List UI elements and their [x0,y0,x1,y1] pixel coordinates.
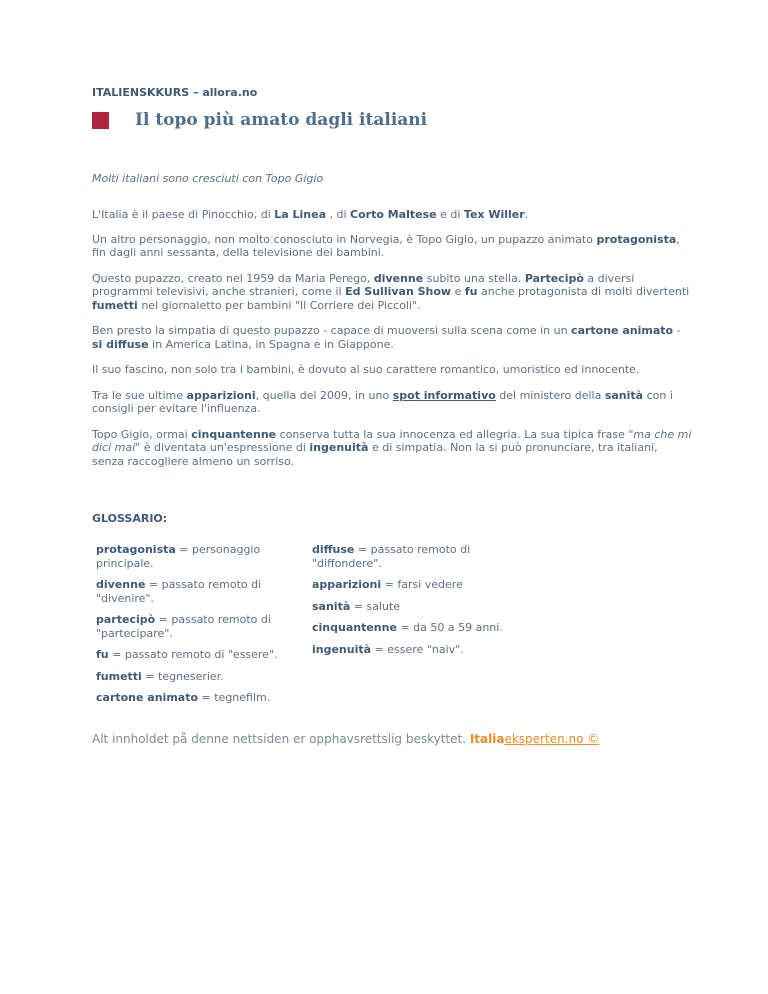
glossary-item: protagonista = personaggio principale. [96,543,261,570]
glossary-item: apparizioni = farsi vedere [312,578,463,591]
glossary-item: divenne = passato remoto di "divenire". [96,578,262,605]
term-cartone-animato: cartone animato [571,324,674,337]
glossary-right-column [312,543,512,664]
article-body [92,208,692,480]
glossary-item: ingenuità = essere "naiv". [312,642,464,656]
glossary-item: sanità = salute [312,599,401,613]
glossary-item: diffuse = passato remoto di "diffondere". [312,543,471,570]
glossary-item: fumetti = tegneserier. [96,669,224,683]
term-ingenuita: ingenuità [309,441,369,454]
spot-informativo-link[interactable]: spot informativo [392,388,496,402]
page-title: Il topo più amato dagli italiani [135,110,428,130]
term-cinquantenne: cinquantenne [191,427,277,441]
title-bullet-square [92,112,109,129]
copyright-text: Alt innholdet på denne nettsiden er opphavsrettslig beskyttet. [92,732,470,746]
quote-phrase: ma che mi dici mai [92,427,692,454]
footer-brand-italia[interactable]: Italia [469,732,505,746]
term-tex-willer: Tex Willer [463,208,525,221]
paragraph-6: Tra le sue ultime apparizioni, quella del 2009, in uno spot informativo del ministero della sanità con i consigli per evitare l'influenza. [92,388,673,415]
site-header: ITALIENSKKURS – allora.no [92,86,258,99]
paragraph-3: Questo pupazzo, creato nel 1959 da Maria Perego, divenne subito una stella. Partecipò a diversi programmi televisivi, anche stranieri, come il Ed Sullivan Show e fu anche protagonista di molti divertenti fumetti nel giornaletto per bambini "Il Corriere dei Piccoli". [92,271,690,312]
copyright-footer [92,732,599,746]
term-sanita: sanità [604,388,644,402]
paragraph-7: Topo Gigio, ormai cinquantenne conserva tutta la sua innocenza ed allegria. La sua tipica frase "ma che mi dici mai" è diventata un'espressione di ingenuità e di simpatia. Non la si può pronunciare, tra italiani, senza raccogliere almeno un sorriso. [92,427,692,468]
term-la-linea: La Linea [274,208,326,221]
paragraph-5: Il suo fascino, non solo tra i bambini, è dovuto al suo carattere romantico, umoristico ed innocente. [92,363,640,376]
glossary-item: cinquantenne = da 50 a 59 anni. [312,621,503,634]
glossary-item: fu = passato remoto di "essere". [96,648,278,661]
term-fu: fu [464,285,478,298]
term-divenne: divenne [373,271,424,285]
glossary-item: cartone animato = tegnefilm. [96,691,271,704]
footer-brand-link[interactable]: eksperten.no © [504,732,600,746]
title-block [92,110,692,132]
subtitle: Molti italiani sono cresciuti con Topo Gigio [92,172,324,185]
term-fumetti: fumetti [92,298,138,312]
paragraph-4: Ben presto la simpatia di questo pupazzo - capace di muoversi sulla scena come in un cartone animato - si diffuse in America Latina, in Spagna e in Giappone. [92,324,681,351]
paragraph-2: Un altro personaggio, non molto conosciuto in Norvegia, è Topo Gigio, un pupazzo animato protagonista, fin dagli anni sessanta, della televisione dei bambini. [92,232,680,259]
term-partecipo: Partecipò [524,271,584,285]
term-si-diffuse: si diffuse [92,337,149,351]
term-corto-maltese: Corto Maltese [350,208,437,221]
glossary-item: partecipò = passato remoto di "partecipare". [96,613,271,640]
glossary-left-column [96,543,296,713]
term-apparizioni: apparizioni [186,388,256,402]
glossary-heading: GLOSSARIO: [92,512,168,525]
term-protagonista: protagonista [596,232,677,246]
term-ed-sullivan-show: Ed Sullivan Show [345,285,452,298]
paragraph-1: L'Italia è il paese di Pinocchio, di La Linea , di Corto Maltese e di Tex Willer. [92,208,529,221]
